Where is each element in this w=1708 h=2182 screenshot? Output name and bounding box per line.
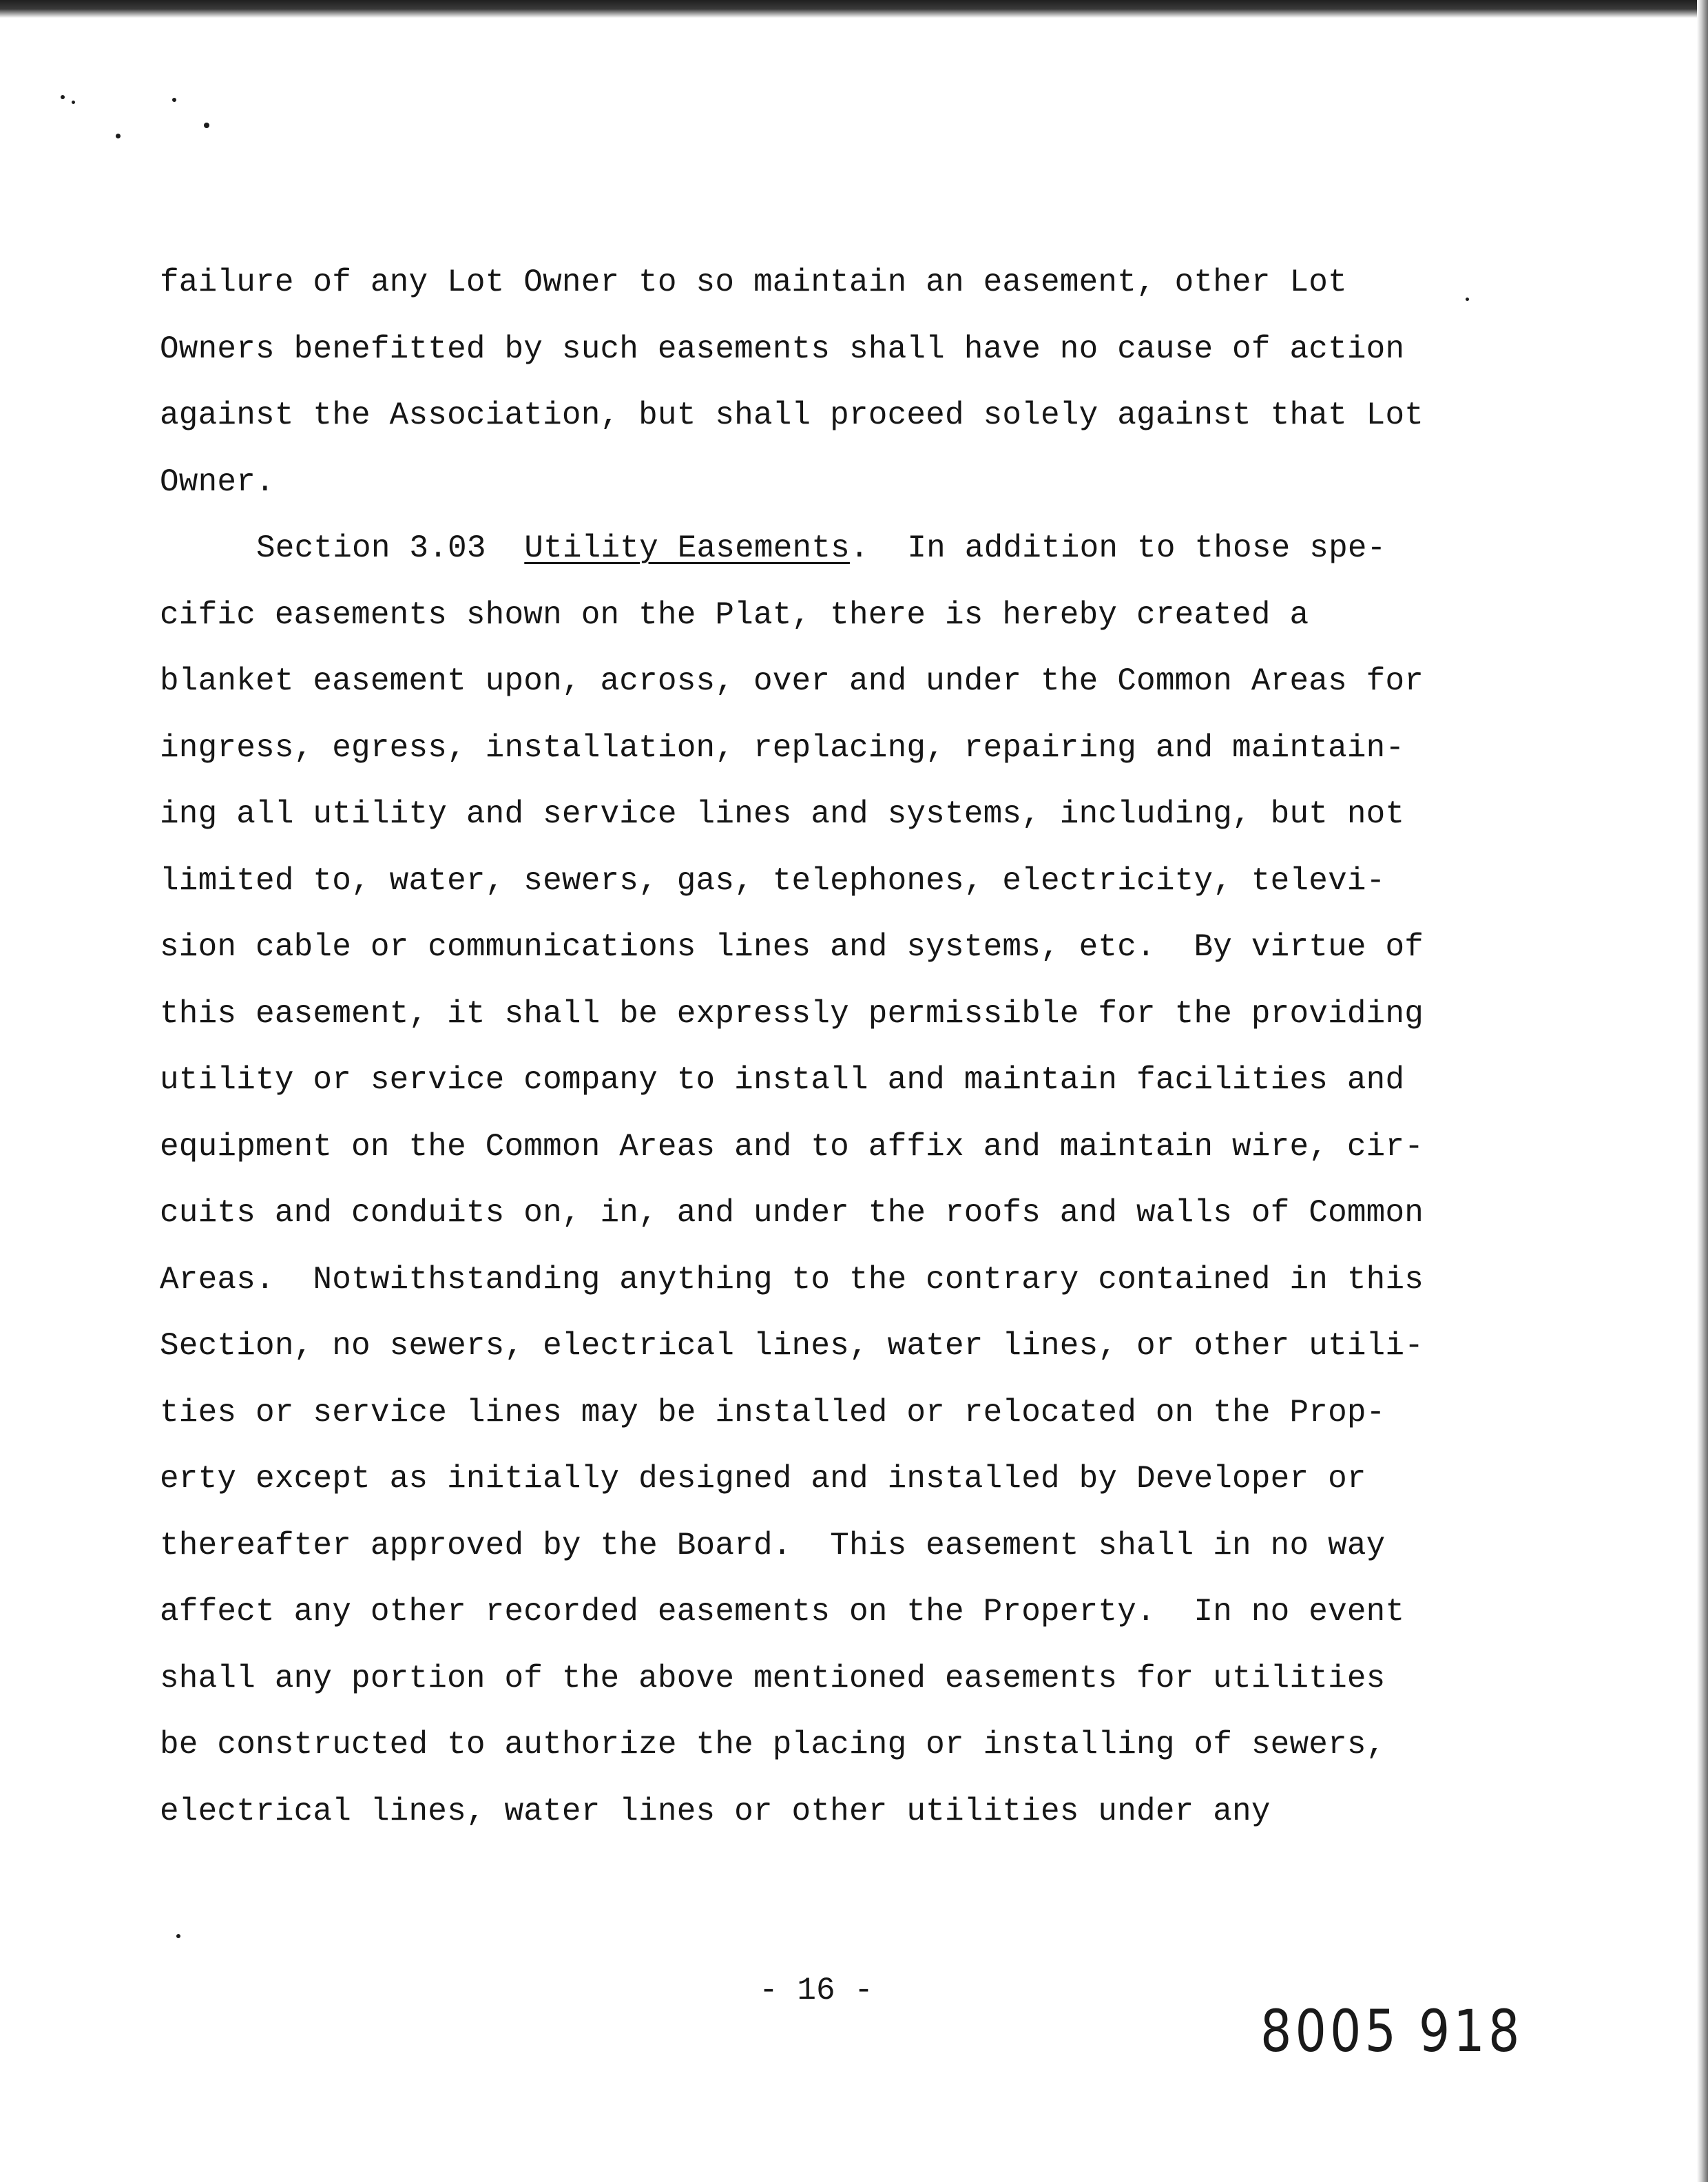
text-line: be constructed to authorize the placing or installing of sewers,	[160, 1727, 1386, 1763]
scan-top-edge	[0, 0, 1708, 18]
scan-right-edge	[1697, 0, 1708, 2182]
text-line: affect any other recorded easements on the Property. In no event	[160, 1594, 1405, 1630]
text-line: sion cable or communications lines and systems, etc. By virtue of	[160, 929, 1424, 965]
text-line: thereafter approved by the Board. This easement shall in no way	[160, 1527, 1386, 1563]
scan-speck	[204, 123, 209, 128]
body-text	[160, 249, 1489, 1845]
text-line: cuits and conduits on, in, and under the roofs and walls of Common	[160, 1195, 1424, 1231]
text-line: Owner.	[160, 464, 275, 500]
section-heading-line	[160, 515, 1489, 582]
scan-speck	[72, 101, 75, 104]
text-line: utility or service company to install and maintain facilities and	[160, 1062, 1405, 1098]
document-stamp-number: 8005 918	[1260, 1997, 1523, 2065]
scan-speck	[116, 134, 121, 138]
text-line: Areas. Notwithstanding anything to the contrary contained in this	[160, 1261, 1424, 1298]
text-line: cific easements shown on the Plat, there is hereby created a	[160, 596, 1309, 633]
scan-speck	[61, 95, 65, 99]
text-line: shall any portion of the above mentioned easements for utilities	[160, 1660, 1386, 1696]
text-line: electrical lines, water lines or other utilities under any	[160, 1793, 1271, 1829]
text-line: ing all utility and service lines and systems, including, but not	[160, 796, 1405, 832]
text-line: equipment on the Common Areas and to affix and maintain wire, cir-	[160, 1128, 1424, 1165]
text-line: erty except as initially designed and installed by Developer or	[160, 1461, 1366, 1497]
page-number: - 16 -	[759, 1973, 873, 2008]
section-heading: Utility Easements	[524, 530, 850, 566]
text-line: against the Association, but shall proceed solely against that Lot	[160, 397, 1424, 433]
text-line: this easement, it shall be expressly permissible for the providing	[160, 995, 1424, 1032]
text-line: limited to, water, sewers, gas, telephones, electricity, televi-	[160, 862, 1386, 899]
text-line: ingress, egress, installation, replacing, repairing and maintain-	[160, 729, 1405, 766]
section-heading-punct: .	[849, 530, 869, 566]
text-line: Section, no sewers, electrical lines, water lines, or other utili-	[160, 1328, 1424, 1364]
text-line: Owners benefitted by such easements shall have no cause of action	[160, 331, 1405, 367]
text-line: blanket easement upon, across, over and under the Common Areas for	[160, 663, 1424, 699]
text-line: failure of any Lot Owner to so maintain an easement, other Lot	[160, 264, 1347, 300]
scan-speck	[176, 1934, 180, 1938]
scan-speck	[172, 98, 176, 102]
section-first-line-text: In addition to those spe-	[907, 530, 1386, 566]
text-line: ties or service lines may be installed or relocated on the Prop-	[160, 1394, 1386, 1431]
section-number: Section 3.03	[256, 530, 486, 566]
